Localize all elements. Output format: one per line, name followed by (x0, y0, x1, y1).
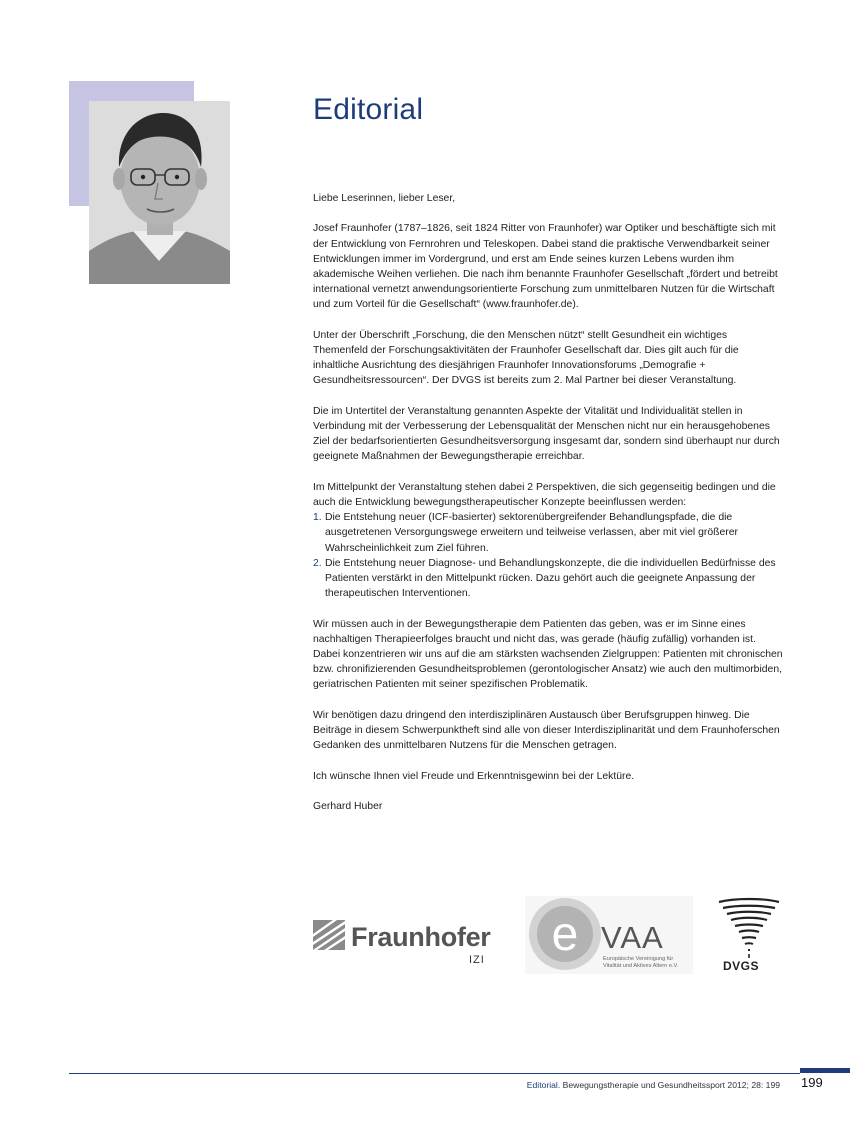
paragraph: Wir müssen auch in der Bewegungstherapie dem Patienten das geben, was er im Sinne eines nachhaltigen Therapieerfolges braucht und nicht das, was gerade (häufig zufällig) vorhanden ist. Dabei konzentrieren wir uns auf die am stärksten wachsenden Zielgruppen: Patienten mit chronischen bzw. chronifizierenden Gesundheitsproblemen (gerontologischer Ansatz) wie auch den multimorbiden, geriatrischen Patienten mit seiner spezifischen Problematik. (313, 618, 783, 691)
list-item (313, 510, 783, 556)
footer-citation (527, 1080, 780, 1090)
evaa-logo (525, 896, 693, 974)
list-item (313, 556, 783, 602)
footer-journal: Bewegungstherapie und Gesundheitssport 2012; 28: 199 (560, 1080, 780, 1090)
list-item-number: 1. (313, 512, 322, 524)
fraunhofer-logo (313, 918, 503, 970)
evaa-letter: e (551, 908, 579, 961)
evaa-name: VAA (601, 920, 664, 955)
fraunhofer-sub: IZI (469, 954, 485, 966)
paragraph: Die im Untertitel der Veranstaltung genannten Aspekte der Vitalität und Individualität stellen in Verbindung mit der Verbesserung der Lebensqualität der Menschen nicht nur ein herausgehobenes Ziel der bedarfsorientierten Gesundheitsversorgung insgesamt dar, sondern sind überhaupt nur durch geeignete Maßnahmen der Bewegungstherapie erreichbar. (313, 405, 780, 463)
fraunhofer-bars-icon (313, 920, 345, 950)
dvgs-name: DVGS (723, 959, 760, 973)
list-item-text: Die Entstehung neuer (ICF-basierter) sektorenübergreifender Behandlungspfade, die die ausgetretenen Versorgungswege erweitern und teilweise verlassen, aber mit viel größerer Wahrscheinlichkeit zum Ziel führen. (325, 512, 738, 554)
footer-accent-tab (800, 1068, 850, 1073)
list-item-text: Die Entstehung neuer Diagnose- und Behandlungskonzepte, die die individuellen Bedürfnisse des Patienten verstärkt in den Mittelpunkt rücken. Dazu gehört auch die geeignete Anpassung der therapeutischen Interventionen. (325, 557, 776, 600)
list-intro: Im Mittelpunkt der Veranstaltung stehen dabei 2 Perspektiven, die sich gegenseitig bedingen und die auch die Entwicklung bewegungstherapeutischer Konzepte beeinflussen werden: (313, 481, 776, 508)
perspectives-list (313, 510, 783, 601)
page-title: Editorial (313, 93, 424, 126)
page-number: 199 (801, 1075, 823, 1090)
paragraph: Ich wünsche Ihnen viel Freude und Erkenntnisgewinn bei der Lektüre. (313, 770, 635, 782)
evaa-sub: Europäische Vereinigung für Vitalität und Aktives Altern e.V. (603, 956, 679, 969)
fraunhofer-name: Fraunhofer (351, 922, 491, 952)
paragraph: Wir benötigen dazu dringend den interdisziplinären Austausch über Berufsgruppen hinweg. Die Beiträge in diesem Schwerpunktheft sind alle von dieser Interdisziplinarität und dem Fraunhoferschen Gedanken des unmittelbaren Nutzens für die Menschen getragen. (313, 709, 780, 752)
portrait-photo (89, 101, 230, 284)
paragraph: Josef Fraunhofer (1787–1826, seit 1824 Ritter von Fraunhofer) war Optiker und beschäftigte sich mit der Entwicklung von Fernrohren und Teleskopen. Dabei stand die praktische Verwendbarkeit seiner Entwicklungen immer im Vordergrund, und erst am Ende seines kurzen Lebens wurden ihm akademische Weihen verliehen. Die nach ihm benannte Fraunhofer Gesellschaft „fördert und betreibt international vernetzt anwendungsorientierte Forschung zum unmittelbaren Nutzen für die Wirtschaft und zum Vorteil für die Gesellschaft“ (www.fraunhofer.de). (313, 223, 778, 311)
list-item-number: 2. (313, 557, 322, 569)
partner-logos (313, 896, 783, 976)
tornado-icon (715, 896, 783, 958)
author-portrait (89, 101, 230, 284)
signature: Gerhard Huber (313, 801, 383, 812)
editorial-body (313, 191, 783, 829)
greeting: Liebe Leserinnen, lieber Leser, (313, 193, 456, 204)
dvgs-logo (715, 896, 783, 976)
footer-rule (69, 1073, 800, 1074)
paragraph: Unter der Überschrift „Forschung, die den Menschen nützt“ stellt Gesundheit ein wichtiges Themenfeld der Forschungsaktivitäten der Fraunhofer Gesellschaft dar. Dies gilt auch für die inhaltliche Ausrichtung des diesjährigen Fraunhofer Innovationsforums „Demografie + Gesundheitsressourcen“. Der DVGS ist bereits zum 2. Mal Partner bei dieser Veranstaltung. (313, 329, 739, 387)
footer-section: Editorial. (526, 1080, 561, 1090)
